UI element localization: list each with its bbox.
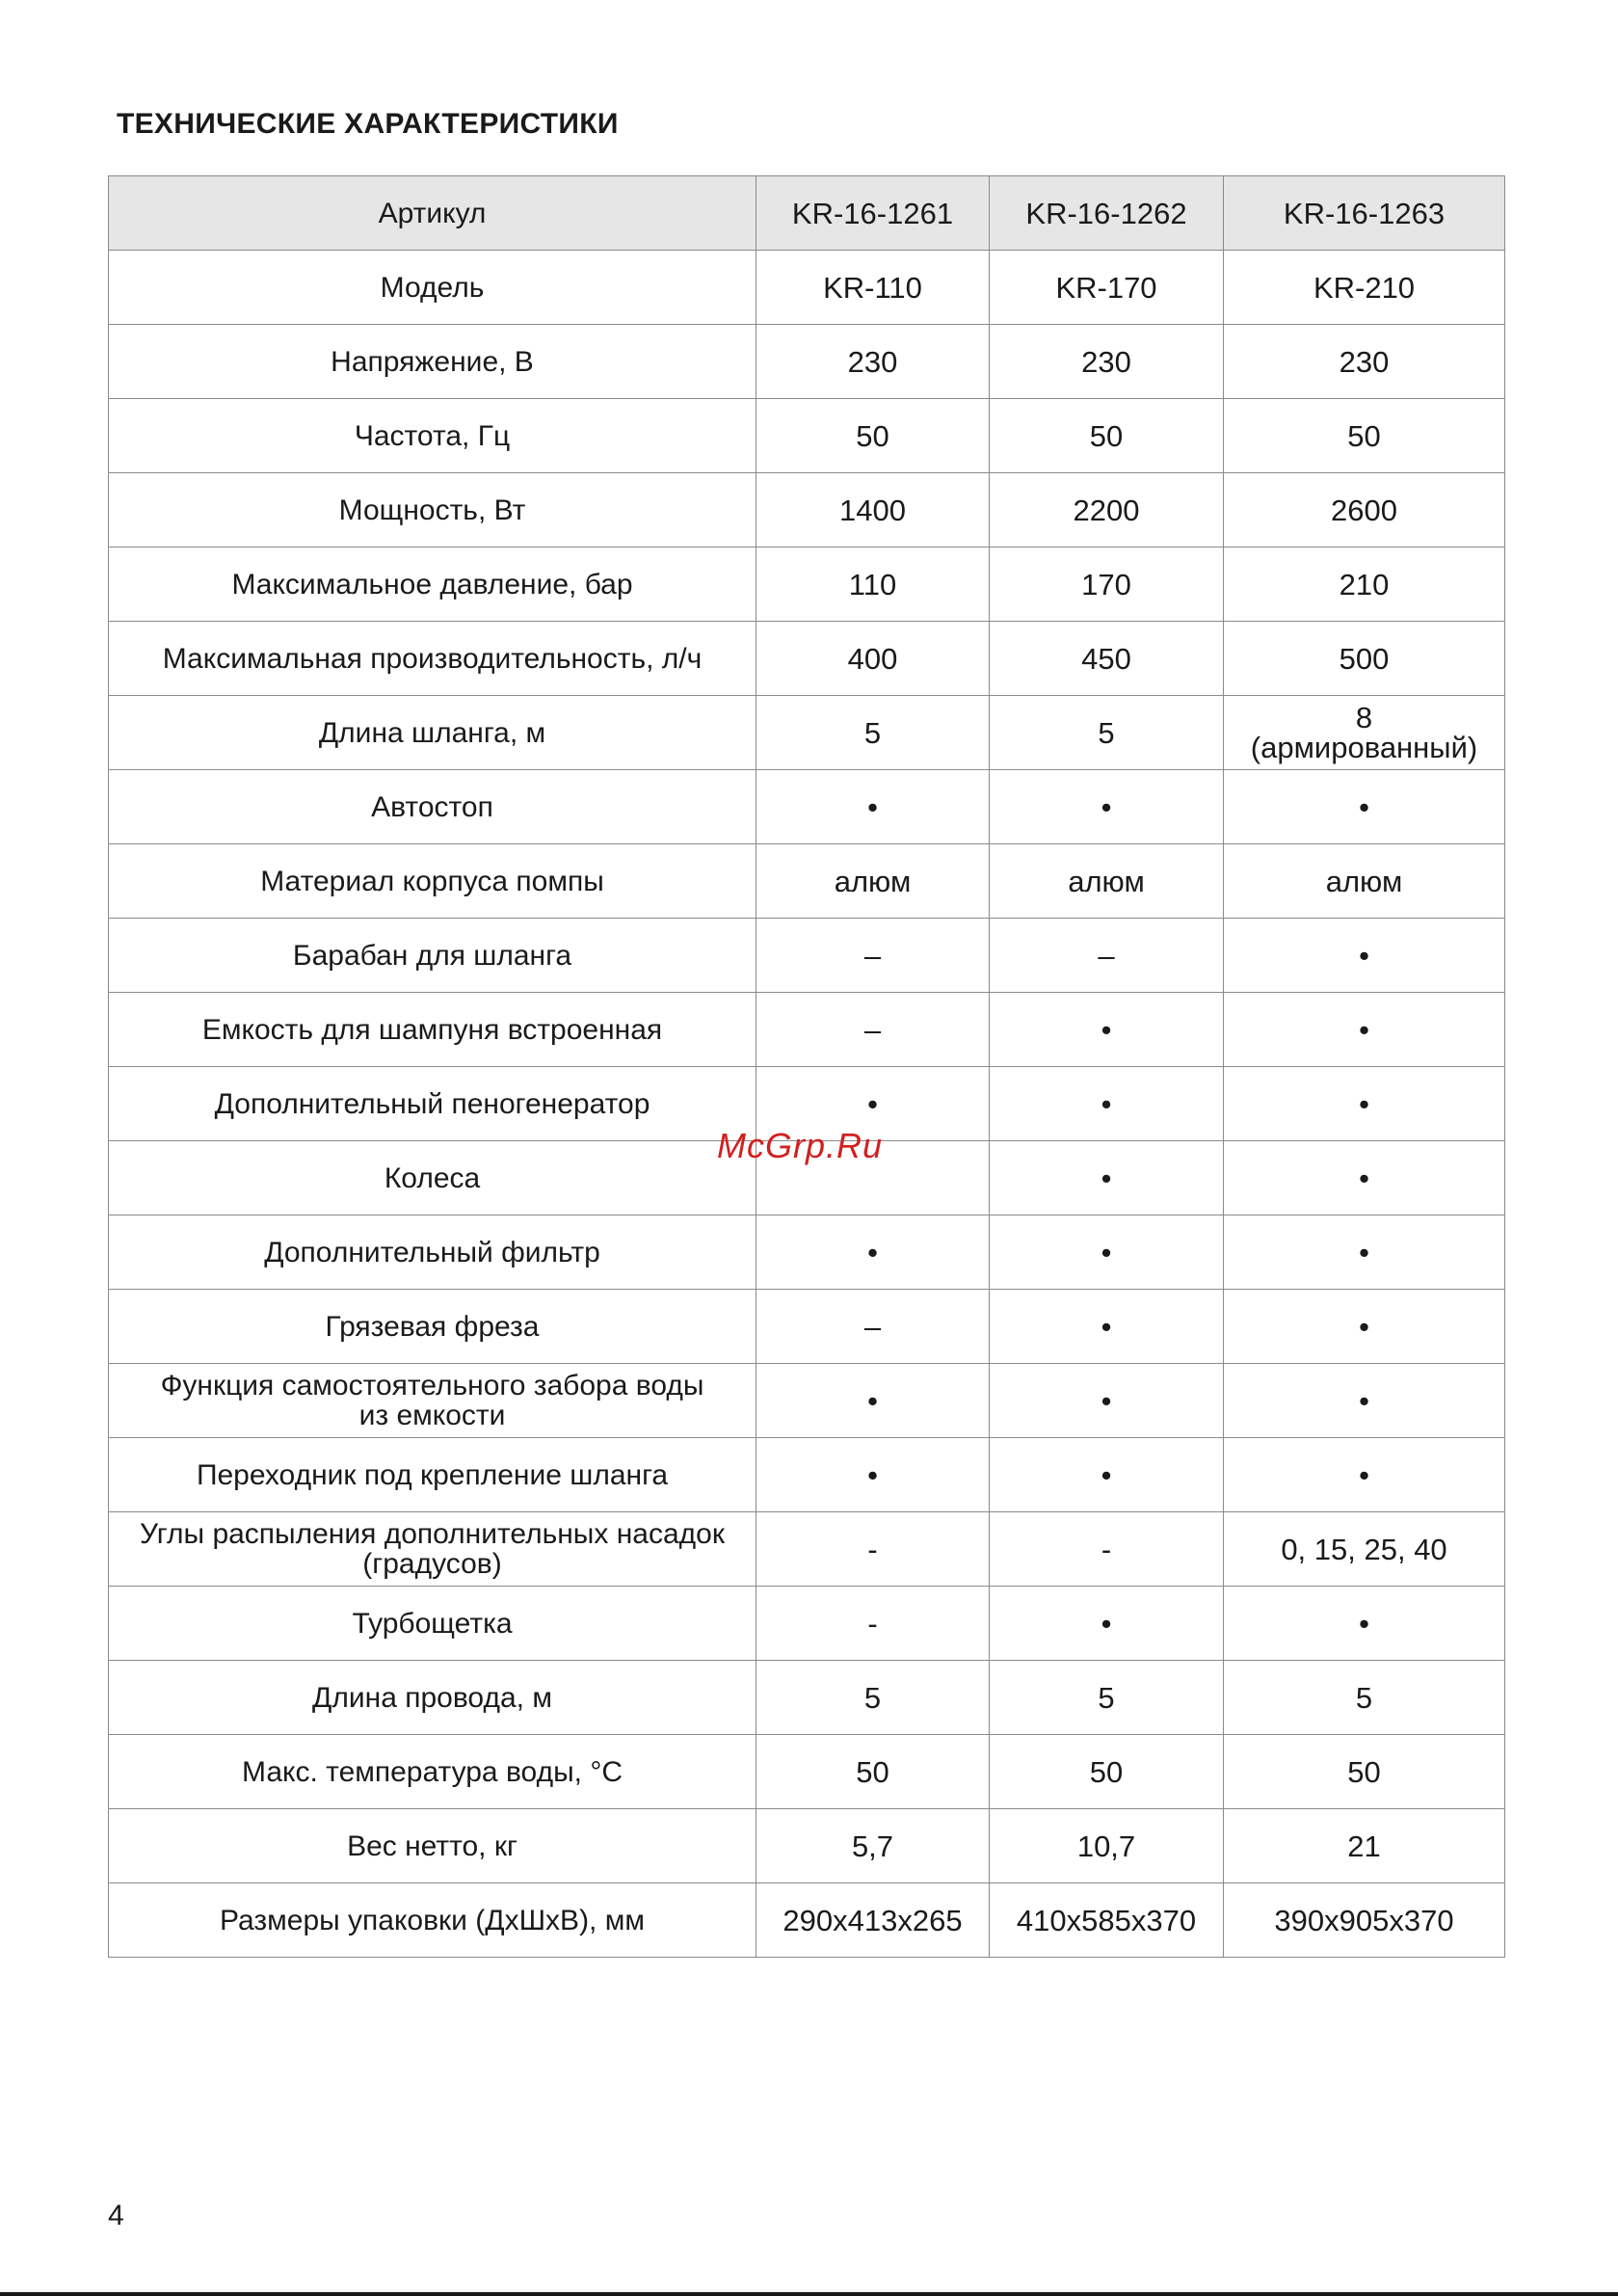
row-label-cell: Частота, Гц	[109, 399, 756, 473]
table-row	[109, 844, 1505, 919]
row-label-cell: Модель	[109, 251, 756, 325]
value-cell: •	[1224, 993, 1505, 1067]
value-cell: 500	[1224, 622, 1505, 696]
value-cell: 230	[756, 325, 990, 399]
table-row	[109, 1661, 1505, 1735]
value-cell: 390x905x370	[1224, 1883, 1505, 1958]
value-cell: 450	[990, 622, 1224, 696]
value-cell: •	[990, 770, 1224, 844]
row-label-cell: Грязевая фреза	[109, 1290, 756, 1364]
value-cell: •	[1224, 1215, 1505, 1290]
value-cell: 170	[990, 547, 1224, 622]
value-cell: 50	[1224, 399, 1505, 473]
table-row	[109, 1883, 1505, 1958]
row-label-cell: Турбощетка	[109, 1587, 756, 1661]
value-cell: •	[1224, 1290, 1505, 1364]
row-label-cell: Функция самостоятельного забора воды из емкости	[109, 1364, 756, 1438]
row-label-cell: Длина шланга, м	[109, 696, 756, 770]
table-row	[109, 993, 1505, 1067]
value-cell: •	[756, 1364, 990, 1438]
value-cell: •	[756, 1215, 990, 1290]
value-cell: –	[756, 993, 990, 1067]
value-cell: •	[1224, 919, 1505, 993]
value-cell: 400	[756, 622, 990, 696]
row-label-cell: Длина провода, м	[109, 1661, 756, 1735]
table-row	[109, 1809, 1505, 1883]
row-label-cell: Дополнительный фильтр	[109, 1215, 756, 1290]
value-cell: –	[756, 919, 990, 993]
header-label-cell: Артикул	[109, 176, 756, 251]
value-cell: –	[756, 1290, 990, 1364]
value-cell: •	[1224, 1438, 1505, 1512]
value-cell: KR-110	[756, 251, 990, 325]
value-cell: •	[1224, 1141, 1505, 1215]
value-cell: 50	[990, 399, 1224, 473]
value-cell: •	[990, 1438, 1224, 1512]
value-cell: KR-170	[990, 251, 1224, 325]
table-row	[109, 696, 1505, 770]
value-cell: -	[756, 1512, 990, 1587]
table-row	[109, 919, 1505, 993]
table-row	[109, 1512, 1505, 1587]
row-label-cell: Вес нетто, кг	[109, 1809, 756, 1883]
row-label-cell: Дополнительный пеногенератор	[109, 1067, 756, 1141]
value-cell: 21	[1224, 1809, 1505, 1883]
table-header-row	[109, 176, 1505, 251]
table-row	[109, 547, 1505, 622]
table-row	[109, 1438, 1505, 1512]
value-cell: •	[990, 993, 1224, 1067]
row-label-cell: Макс. температура воды, °С	[109, 1735, 756, 1809]
value-cell: 50	[990, 1735, 1224, 1809]
value-cell: •	[1224, 770, 1505, 844]
value-cell: алюм	[990, 844, 1224, 919]
value-cell: 5	[756, 696, 990, 770]
row-label-cell: Максимальная производительность, л/ч	[109, 622, 756, 696]
value-cell: -	[756, 1587, 990, 1661]
header-article-cell: KR-16-1262	[990, 176, 1224, 251]
value-cell: KR-210	[1224, 251, 1505, 325]
value-cell: 110	[756, 547, 990, 622]
value-cell: 230	[990, 325, 1224, 399]
table-row	[109, 399, 1505, 473]
value-cell: •	[990, 1141, 1224, 1215]
value-cell: 410x585x370	[990, 1883, 1224, 1958]
row-label-cell: Автостоп	[109, 770, 756, 844]
row-label-cell: Емкость для шампуня встроенная	[109, 993, 756, 1067]
value-cell: •	[990, 1067, 1224, 1141]
value-cell: •	[756, 1438, 990, 1512]
table-row	[109, 1735, 1505, 1809]
value-cell: •	[756, 770, 990, 844]
value-cell: 5,7	[756, 1809, 990, 1883]
value-cell: 5	[990, 1661, 1224, 1735]
row-label-cell: Углы распыления дополнительных насадок (градусов)	[109, 1512, 756, 1587]
value-cell: •	[990, 1290, 1224, 1364]
watermark: McGrp.Ru	[717, 1126, 884, 1165]
value-cell: 50	[756, 1735, 990, 1809]
value-cell: алюм	[1224, 844, 1505, 919]
row-label-cell: Мощность, Вт	[109, 473, 756, 547]
row-label-cell: Максимальное давление, бар	[109, 547, 756, 622]
value-cell: 5	[1224, 1661, 1505, 1735]
page-title: ТЕХНИЧЕСКИЕ ХАРАКТЕРИСТИКИ	[117, 108, 619, 140]
value-cell: 8 (армированный)	[1224, 696, 1505, 770]
value-cell: 230	[1224, 325, 1505, 399]
value-cell: 5	[990, 696, 1224, 770]
value-cell: •	[990, 1364, 1224, 1438]
value-cell: алюм	[756, 844, 990, 919]
value-cell: –	[990, 919, 1224, 993]
value-cell: •	[756, 1067, 990, 1141]
value-cell: 290x413x265	[756, 1883, 990, 1958]
table-row	[109, 770, 1505, 844]
table-row	[109, 1587, 1505, 1661]
table-row	[109, 251, 1505, 325]
value-cell: 0, 15, 25, 40	[1224, 1512, 1505, 1587]
value-cell: 50	[756, 399, 990, 473]
value-cell: •	[1224, 1364, 1505, 1438]
table-row	[109, 1290, 1505, 1364]
row-label-cell: Переходник под крепление шланга	[109, 1438, 756, 1512]
bottom-rule	[0, 2292, 1618, 2296]
value-cell: 50	[1224, 1735, 1505, 1809]
table-row	[109, 1364, 1505, 1438]
value-cell: •	[990, 1587, 1224, 1661]
row-label-cell: Напряжение, В	[109, 325, 756, 399]
row-label-cell: Размеры упаковки (ДхШхВ), мм	[109, 1883, 756, 1958]
value-cell: 2600	[1224, 473, 1505, 547]
spec-table-body	[109, 176, 1505, 1958]
table-row	[109, 1215, 1505, 1290]
value-cell: •	[990, 1215, 1224, 1290]
value-cell: •	[1224, 1067, 1505, 1141]
value-cell: -	[990, 1512, 1224, 1587]
table-row	[109, 473, 1505, 547]
header-article-cell: KR-16-1263	[1224, 176, 1505, 251]
value-cell: 210	[1224, 547, 1505, 622]
row-label-cell: Материал корпуса помпы	[109, 844, 756, 919]
page-number: 4	[108, 2200, 124, 2231]
header-article-cell: KR-16-1261	[756, 176, 990, 251]
table-row	[109, 325, 1505, 399]
value-cell: 2200	[990, 473, 1224, 547]
row-label-cell: Колеса	[109, 1141, 756, 1215]
value-cell: •	[1224, 1587, 1505, 1661]
value-cell: 1400	[756, 473, 990, 547]
row-label-cell: Барабан для шланга	[109, 919, 756, 993]
value-cell: 10,7	[990, 1809, 1224, 1883]
value-cell: 5	[756, 1661, 990, 1735]
spec-table	[108, 175, 1505, 1958]
table-row	[109, 622, 1505, 696]
